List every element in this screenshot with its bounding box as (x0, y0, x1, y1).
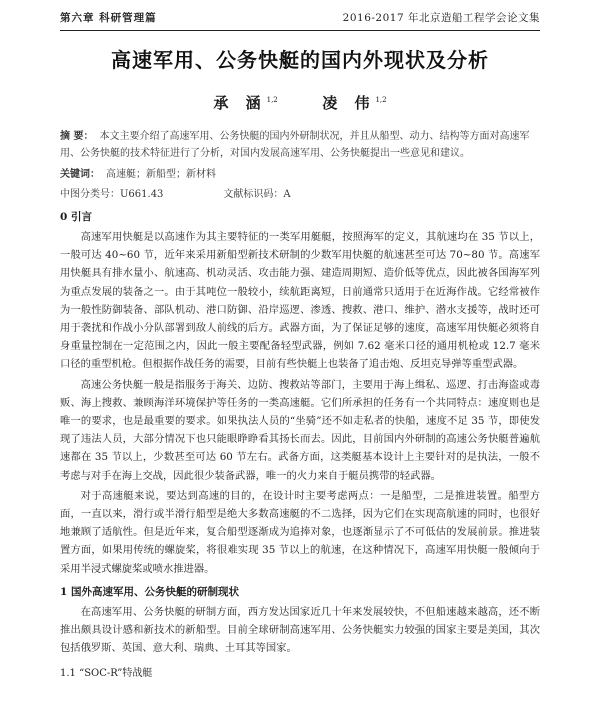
abstract-text: 本文主要介绍了高速军用、公务快艇的国内外研制状况，并且从船型、动力、结构等方面对高速军用、公务快艇的技术特征进行了分析，对国内发展高速军用、公务快艇提出一些意见和建议。 (60, 131, 530, 159)
subsection-heading: 1.1 “SOC-R”特战艇 (60, 668, 153, 680)
author-1: 承 涵$^{1,2}$ (213, 94, 278, 112)
header-rule (60, 30, 540, 31)
keywords (60, 166, 540, 183)
paragraph: 高速公务快艇一般是指服务于海关、边防、搜救站等部门，主要用于海上缉私、巡逻、打击海盗或毒贩、海上搜救、兼顾海洋环境保护等任务的一类高速艇。它们所承担的任务有一个共同特点：速度则也是唯一的要求，也是最重要的要求。如果执法人员的“坐骑”还不如走私者的快船，速度不足 35 节，即使发现了违法人员，大部分情况下也只能眼睁睁看其扬长而去。因此，目前国内外研制的高速公务快艇普遍航速都在 35 节以上，少数甚至可达 60 节左右。武备方面，这类艇基本设计上主要针对的是执法，一般不考虑与对手在海上交战，因此很少装备武器，唯一的火力来自于艇员携带的轻武器。 (60, 378, 540, 482)
paragraph: 在高速军用、公务快艇的研制方面，西方发达国家近几十年来发展较快，不但船速越来越高，还不断推出颇具设计感和新技术的新船型。目前全球研制高速军用、公务快艇实力较强的国家主要是美国，其次包括俄罗斯、英国、意大利、瑞典、土耳其等国家。 (60, 605, 540, 655)
clc-number: 中图分类号：U661.43 (60, 189, 164, 200)
section-heading-1: 1 国外高速军用、公务快艇的研制现状 (60, 585, 239, 598)
header-proceedings: 2016-2017 年北京造船工程学会论文集 (342, 11, 540, 24)
authors (60, 92, 540, 113)
abstract-label: 摘 要： (60, 131, 94, 142)
header-chapter: 第六章 科研管理篇 (60, 11, 157, 24)
author-2: 凌 伟$^{1,2}$ (322, 94, 387, 112)
document-code: 文献标识码：A (223, 189, 291, 200)
abstract (60, 128, 540, 162)
paper-body (60, 128, 540, 683)
classification-line (60, 186, 540, 203)
keywords-text: 高速艇；新船型；新材料 (106, 169, 216, 180)
running-header (60, 8, 540, 26)
paper-title: 高速军用、公务快艇的国内外现状及分析 (111, 48, 489, 72)
section-heading-intro: 0 引言 (60, 211, 92, 223)
paragraph: 高速军用快艇是以高速作为其主要特征的一类军用艇艇，按照海军的定义，其航速均在 35 节以上，一般可达 40~60 节，近年来采用新船型新技术研制的少数军用快艇的航速甚至可达 70~80 节。高速军用快艇具有排水量小、航速高、机动灵活、攻击能力强、建造周期短、造价低等优点，因此被各国海军列为重点发展的装备之一。由于其吨位一般较小，续航距离短，日前通常只适用于在近海作战。它经常被作为一般性防御装备、部队机动、港口防御、沿岸巡逻、渗透、搜救、港口、维护、潜水支援等，战时还可用于袭扰和作战小分队部署到敌人前线的后方。武器方面，为了保证足够的速度，高速军用快艇必须将自身重量控制在一定范围之内，因此一般主要配备轻型武器，例如 7.62 毫米口径的通用机枪或 12.7 毫米口径的重型机枪。但根据作战任务的需要，目前有些快艇上也装备了追击炮、反坦克导弹等重型武器。 (60, 231, 540, 371)
paragraph: 对于高速艇来说，要达到高速的目的，在设计时主要考虑两点：一是船型，二是推进装置。船型方面，一直以来，滑行或半滑行船型是绝大多数高速艇的不二选择，因为它们在实现高航速的同时，也很好地兼顾了适航性。但是近年来，复合船型逐渐成为追捧对象，也逐渐显示了不可低估的发展前景。推进装置方面，如果用传统的螺旋桨，将很难实现 35 节以上的航速，在这种情况下，高速军用快艇一般倾向于采用半浸式螺旋桨或喷水推进器。 (60, 489, 540, 575)
keywords-label: 关键词： (60, 169, 100, 180)
